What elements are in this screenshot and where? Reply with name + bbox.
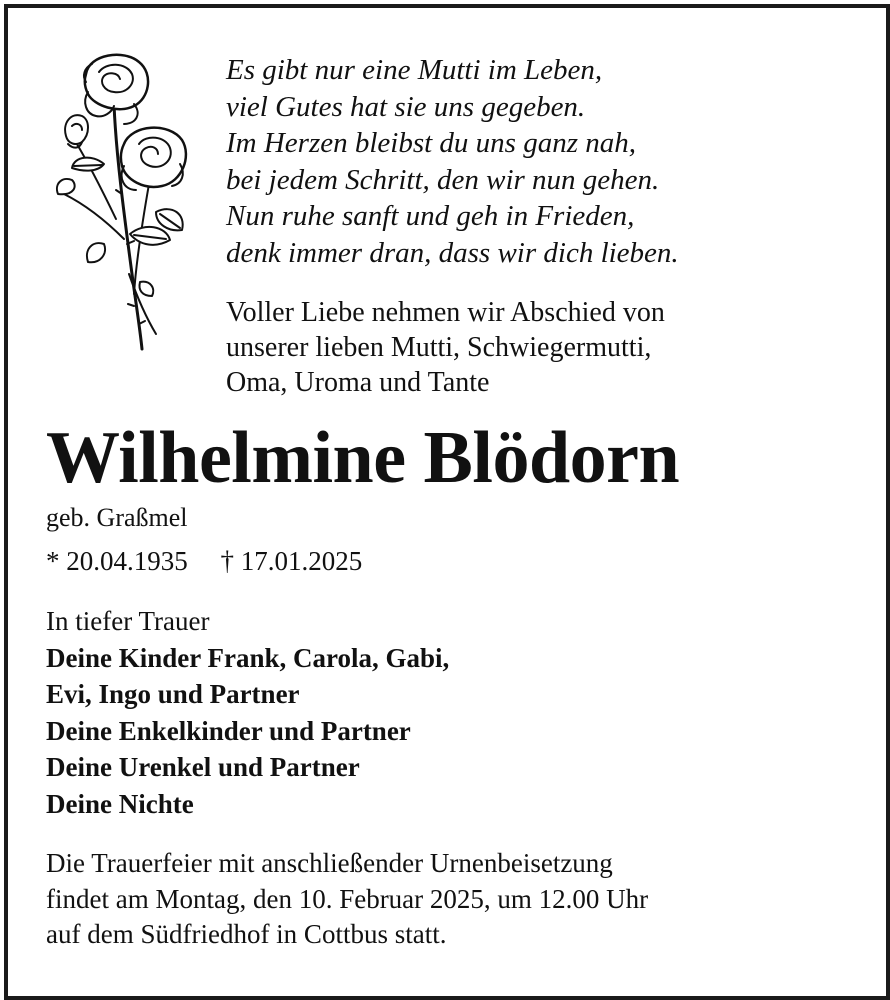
intro-text [226,295,665,400]
mourner-line: Deine Enkelkinder und Partner [46,715,411,746]
mourner-line: Evi, Ingo und Partner [46,679,300,709]
mourner-line: Deine Kinder Frank, Carola, Gabi, [46,642,450,673]
mourner-line: Deine Urenkel und Partner [46,752,360,782]
poem-line: Im Herzen bleibst du uns ganz nah, [226,127,637,159]
poem-line: viel Gutes hat sie uns gegeben. [226,90,586,123]
mourners [46,603,449,822]
roses-illustration-icon [44,44,194,354]
deceased-name: Wilhelmine Blödorn [46,417,680,499]
birth-name: geb. Graßmel [46,503,188,532]
mourners-heading: In tiefer Trauer [46,606,210,636]
service-line: auf dem Südfriedhof in Cottbus statt. [46,919,447,949]
birth-date: * 20.04.1935 [46,546,188,576]
poem-line: denk immer dran, dass wir dich lieben. [226,236,679,269]
death-date: † 17.01.2025 [220,546,363,576]
service-line: findet am Montag, den 10. Februar 2025, um 12.00 Uhr [46,883,649,914]
service-info [46,846,648,953]
life-dates [46,545,362,577]
intro-line: Voller Liebe nehmen wir Abschied von [226,297,665,328]
intro-line: Oma, Uroma und Tante [226,367,490,398]
mourner-line: Deine Nichte [46,788,194,819]
poem-line: bei jedem Schritt, den wir nun gehen. [226,163,660,196]
poem [226,52,679,271]
poem-line: Es gibt nur eine Mutti im Leben, [226,54,603,86]
poem-line: Nun ruhe sanft und geh in Frieden, [226,200,635,232]
intro-line: unserer lieben Mutti, Schwiegermutti, [226,332,652,363]
service-line: Die Trauerfeier mit anschließender Urnenbeisetzung [46,848,613,878]
